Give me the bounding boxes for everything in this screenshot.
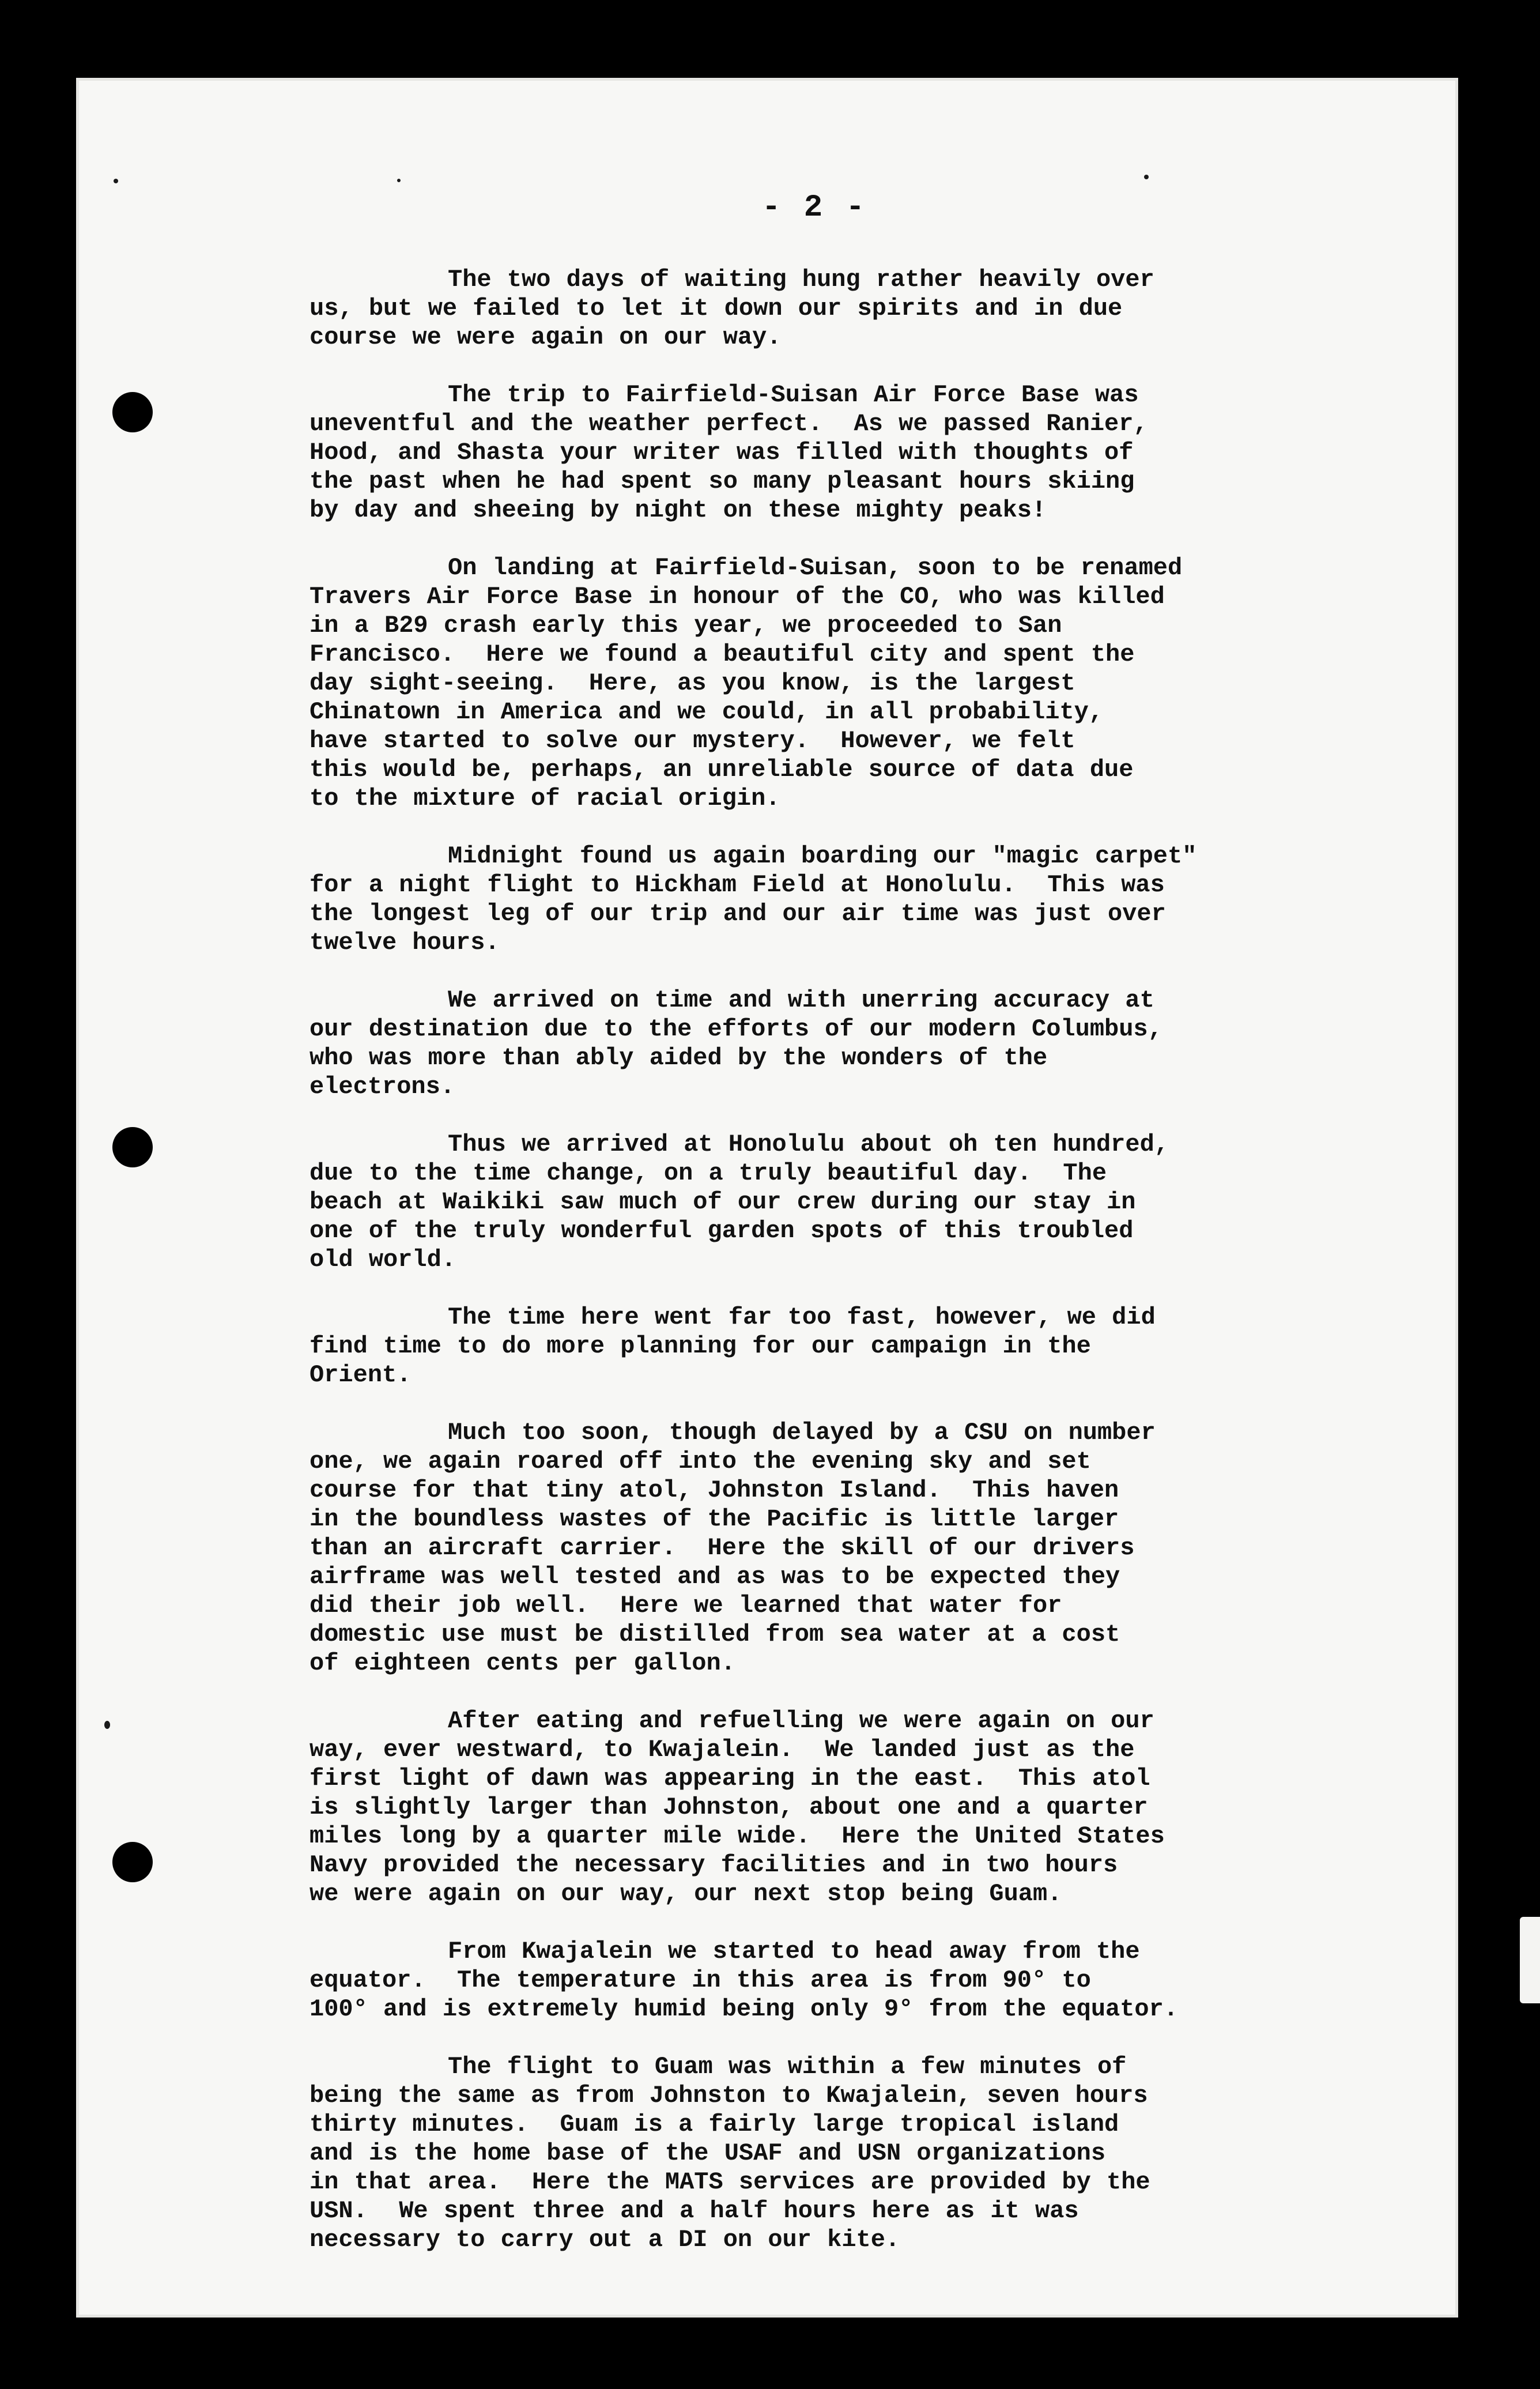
speck [397,179,401,182]
paragraph: The two days of waiting hung rather heavily over us, but we failed to let it down our spirits and in due course we were again on our way. [309,266,1154,351]
page-number: - 2 - [762,190,867,225]
speck [1144,175,1149,179]
punch-hole [112,1127,153,1167]
speck [104,1721,110,1729]
body-text [309,265,1405,2254]
paragraph: Midnight found us again boarding our "magic carpet" for a night flight to Hickham Field at Honolulu. This was the longest leg of our trip and our air time was just over twelve hours. [309,842,1197,956]
paragraph: The flight to Guam was within a few minutes of being the same as from Johnston to Kwajalein, seven hours thirty minutes. Guam is a fairly large tropical island and is the home base of the USAF and USN organizations in that area. Here the MATS services are provided by the USN. We spent three and a half hours here as it was necessary to carry out a DI on our kite. [309,2053,1150,2254]
paragraph: The trip to Fairfield-Suisan Air Force Base was uneventful and the weather perfect. As we passed Ranier, Hood, and Shasta your writer was filled with thoughts of the past when he had spent so many pleasant hours skiing by day and sheeing by night on these mighty peaks! [309,381,1148,524]
punch-hole [112,392,153,432]
paragraph: Thus we arrived at Honolulu about oh ten hundred, due to the time change, on a truly beautiful day. The beach at Waikiki saw much of our crew during our stay in one of the truly wonderful garden spots of this troubled old world. [309,1131,1169,1273]
paragraph: We arrived on time and with unerring accuracy at our destination due to the efforts of our modern Columbus, who was more than ably aided by the wonders of the electrons. [309,986,1162,1101]
speck [114,179,118,183]
paragraph: From Kwajalein we started to head away from the equator. The temperature in this area is from 90° to 100° and is extremely humid being only 9° from the equator. [309,1938,1179,2023]
document-page [76,78,1458,2318]
paragraph: The time here went far too fast, however, we did find time to do more planning for our campaign in the Orient. [309,1303,1156,1389]
paragraph: On landing at Fairfield-Suisan, soon to be renamed Travers Air Force Base in honour of the CO, who was killed in a B29 crash early this year, we proceeded to San Francisco. Here we found a beautiful city and spent the day sight-seeing. Here, as you know, is the largest Chinatown in America and we could, in all probability, have started to solve our mystery. However, we felt this would be, perhaps, an unreliable source of data due to the mixture of racial origin. [309,554,1183,812]
paragraph: Much too soon, though delayed by a CSU on number one, we again roared off into the evening sky and set course for that tiny atol, Johnston Island. This haven in the boundless wastes of the Pacific is little larger than an aircraft carrier. Here the skill of our drivers airframe was well tested and as was to be expected they did their job well. Here we learned that water for domestic use must be distilled from sea water at a cost of eighteen cents per gallon. [309,1419,1156,1677]
punch-hole [112,1842,153,1882]
paragraph: After eating and refuelling we were again on our way, ever westward, to Kwajalein. We landed just as the first light of dawn was appearing in the east. This atol is slightly larger than Johnston, about one and a quarter miles long by a quarter mile wide. Here the United States Navy provided the necessary facilities and in two hours we were again on our way, our next stop being Guam. [309,1707,1165,1908]
edge-tab [1520,1917,1540,2003]
